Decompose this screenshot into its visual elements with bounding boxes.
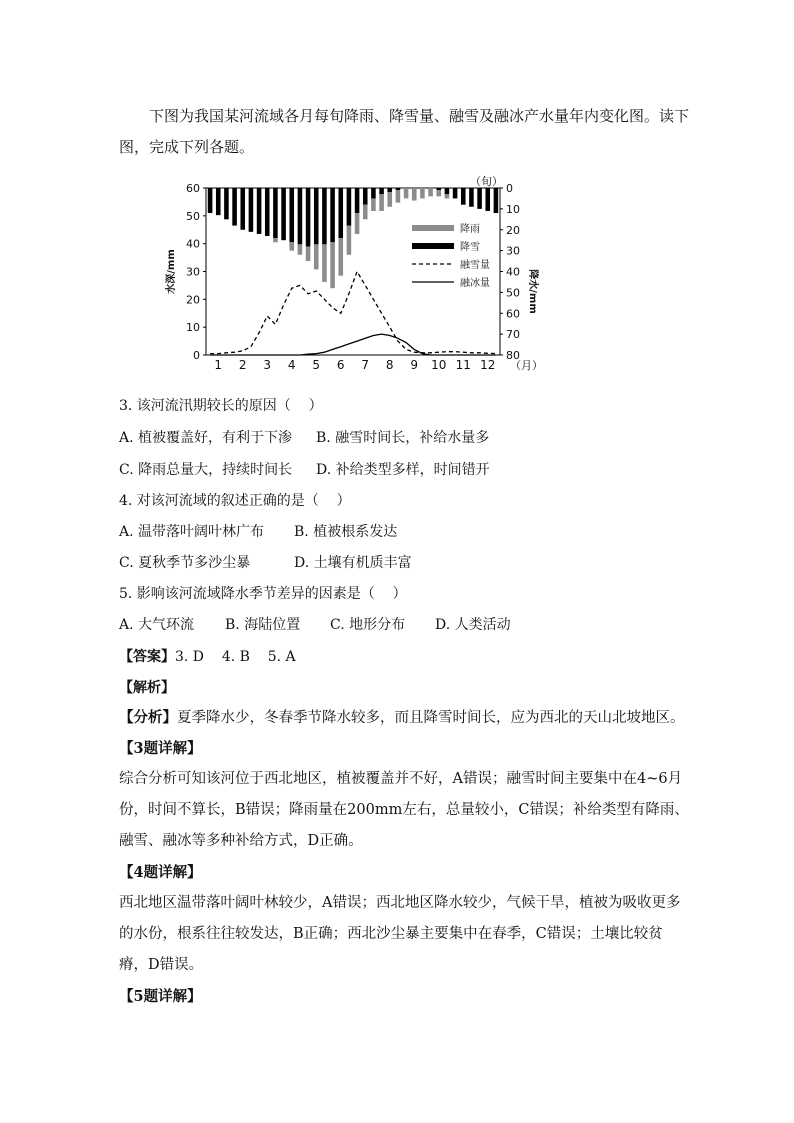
snow-bar <box>240 188 245 230</box>
snow-bar <box>436 188 441 190</box>
month-tick-label: 8 <box>385 358 394 372</box>
snow-bar <box>485 188 490 211</box>
q4-detail-text: 西北地区温带落叶阔叶林较少，A错误；西北地区降水较少，气候干旱，植被为吸收更多的水份，根系往往较发达，B正确；西北沙尘暴主要集中在春季，C错误；土壤比较贫瘠，D错误。 <box>119 895 681 973</box>
snow-bar <box>379 188 384 194</box>
q4-option-b: B. 植被根系发达 <box>294 524 398 540</box>
month-tick-label: 12 <box>480 358 496 372</box>
rain-bar <box>396 190 401 203</box>
q3-option-c: C. 降雨总量大，持续时间长 <box>119 462 293 478</box>
snow-bar <box>281 188 286 240</box>
snow-bar <box>396 188 401 190</box>
rain-bar <box>306 246 311 261</box>
answer-tag: 【答案】 <box>119 649 175 665</box>
snow-bar <box>224 188 229 219</box>
fenxi-paragraph <box>119 702 689 734</box>
left-tick-label: 40 <box>186 237 200 251</box>
chart-svg <box>160 172 550 372</box>
rain-bar <box>355 213 360 234</box>
snow-bar <box>216 188 221 215</box>
analysis-tag: 【解析】 <box>119 680 175 696</box>
right-tick-label: 50 <box>506 286 520 300</box>
right-tick-label: 40 <box>506 265 520 279</box>
q5-option-d: D. 人类活动 <box>435 617 511 633</box>
rain-bar <box>420 188 425 198</box>
month-tick-label: 3 <box>263 358 272 372</box>
q3-detail-tag: 【3题详解】 <box>119 740 202 757</box>
left-tick-label: 0 <box>193 349 200 362</box>
right-tick-label: 60 <box>506 307 520 321</box>
snow-bar <box>330 188 335 242</box>
rain-bar <box>436 190 441 196</box>
rain-bar <box>404 188 409 198</box>
snow-bar <box>232 188 237 226</box>
snow-bar <box>265 188 270 236</box>
month-tick-label: 6 <box>336 358 345 372</box>
rain-bar <box>322 244 327 282</box>
left-axis-title: 水深/mm <box>166 249 177 294</box>
right-tick-label: 20 <box>506 223 520 237</box>
legend-icemelt-label: 融冰量 <box>460 278 490 289</box>
rain-bar <box>330 242 335 288</box>
rain-bar <box>347 226 352 255</box>
left-tick-label: 10 <box>186 321 200 335</box>
q4-option-c: C. 夏秋季节多沙尘暴 <box>119 555 251 571</box>
snow-bar <box>314 188 319 244</box>
rain-bar <box>412 188 417 201</box>
month-tick-label: 1 <box>214 358 223 372</box>
snow-bar <box>355 188 360 213</box>
right-tick-label: 70 <box>506 328 520 342</box>
x-unit-label: （月） <box>510 359 543 372</box>
snow-bar <box>289 188 294 242</box>
rain-bar <box>428 188 433 196</box>
q3-detail-text: 综合分析可知该河位于西北地区，植被覆盖并不好，A错误；融雪时间主要集中在4~6月份，时间不算长，B错误；降雨量在200mm左右，总量较小，C错误；补给类型有降雨、融雪、融冰等多种补给方式，D正确。 <box>119 771 689 849</box>
snow-bar <box>453 188 458 198</box>
q5-option-b: B. 海陆位置 <box>225 617 301 633</box>
rain-bar <box>314 244 319 269</box>
intro-text: 下图为我国某河流域各月每旬降雨、降雪量、融雪及融冰产水量年内变化图。读下图，完成下列各题。 <box>119 107 690 156</box>
left-tick-label: 20 <box>186 293 200 307</box>
right-tick-label: 30 <box>506 244 520 258</box>
snow-bar <box>338 188 343 238</box>
rain-bar <box>445 194 450 198</box>
snow-bar <box>445 188 450 194</box>
right-axis-title: 降水/mm <box>527 269 538 314</box>
q4-detail-tag: 【4题详解】 <box>119 864 202 881</box>
month-tick-label: 5 <box>312 358 321 372</box>
rain-bar <box>298 244 303 254</box>
legend-snow-label: 降雪 <box>460 242 480 253</box>
snow-bar <box>257 188 262 234</box>
month-tick-label: 10 <box>431 358 447 372</box>
fenxi-tag: 【分析】 <box>119 709 177 726</box>
right-tick-label: 80 <box>506 349 520 362</box>
snow-bar <box>208 188 213 213</box>
answer-text: 3. D 4. B 5. A <box>175 649 296 665</box>
rain-bar <box>338 238 343 276</box>
snow-bar <box>494 188 499 213</box>
snow-bar <box>322 188 327 244</box>
rain-bar <box>371 198 376 211</box>
snow-bar <box>387 188 392 192</box>
month-tick-label: 2 <box>238 358 247 372</box>
snow-bar <box>249 188 254 232</box>
snow-bar <box>306 188 311 246</box>
precipitation-chart <box>160 172 550 372</box>
month-tick-label: 11 <box>455 358 471 372</box>
q5-detail-tag: 【5题详解】 <box>119 988 202 1005</box>
q5-stem: 5. 影响该河流域降水季节差异的因素是（ ） <box>119 586 407 602</box>
snow-bar <box>371 188 376 198</box>
q3-option-a: A. 植被覆盖好，有利于下渗 <box>119 430 293 446</box>
snow-bar <box>469 188 474 207</box>
snowmelt-line <box>210 272 496 354</box>
rain-bar <box>379 194 384 211</box>
legend-rain-swatch <box>412 225 454 231</box>
rain-bar <box>289 242 294 250</box>
snow-bar <box>461 188 466 205</box>
left-tick-label: 60 <box>186 182 200 195</box>
q3-stem: 3. 该河流汛期较长的原因（ ） <box>119 398 323 414</box>
snow-bar <box>273 188 278 238</box>
q5-option-a: A. 大气环流 <box>119 617 195 633</box>
fenxi-text: 夏季降水少，冬春季节降水较多，而且降雪时间长，应为西北的天山北坡地区。 <box>177 710 685 726</box>
rain-bar <box>273 238 278 242</box>
snow-bar <box>298 188 303 244</box>
snow-bar <box>363 188 368 205</box>
month-tick-label: 4 <box>287 358 296 372</box>
top-unit-label: （旬） <box>470 175 503 188</box>
rain-bar <box>387 192 392 207</box>
icemelt-line <box>210 334 496 355</box>
left-tick-label: 30 <box>186 265 200 279</box>
intro-paragraph <box>119 101 699 163</box>
q3-option-d: D. 补给类型多样，时间错开 <box>316 462 490 478</box>
rain-bar <box>363 205 368 220</box>
right-tick-label: 10 <box>506 202 520 216</box>
q4-option-d: D. 土壤有机质丰富 <box>294 555 412 571</box>
answer-line <box>119 646 296 666</box>
snow-bar <box>477 188 482 209</box>
right-tick-label: 0 <box>506 182 513 195</box>
q4-stem: 4. 对该河流域的叙述正确的是（ ） <box>119 493 351 509</box>
q5-option-c: C. 地形分布 <box>330 617 406 633</box>
legend-snowmelt-label: 融雪量 <box>460 260 490 271</box>
q4-option-a: A. 温带落叶阔叶林广布 <box>119 524 265 540</box>
q3-option-b: B. 融雪时间长，补给水量多 <box>316 430 490 446</box>
legend-rain-label: 降雨 <box>460 224 480 235</box>
snow-bar <box>347 188 352 226</box>
legend-snow-swatch <box>412 243 454 249</box>
left-tick-label: 50 <box>186 209 200 223</box>
month-tick-label: 7 <box>361 358 370 372</box>
month-tick-label: 9 <box>410 358 419 372</box>
